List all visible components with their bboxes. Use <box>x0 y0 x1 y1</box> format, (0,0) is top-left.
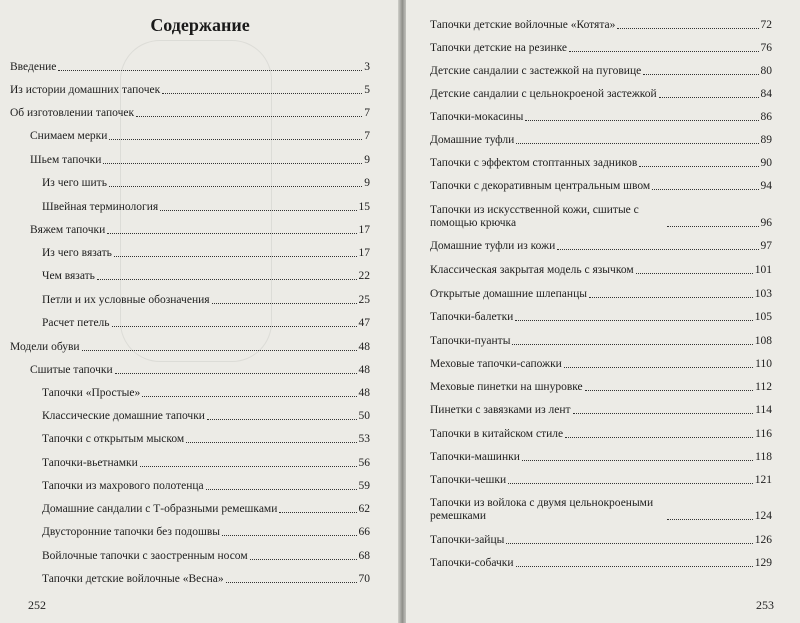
toc-entry-page: 108 <box>754 335 772 347</box>
toc-entry <box>430 451 772 464</box>
toc-leader-dots <box>109 186 362 187</box>
toc-entry <box>42 410 370 423</box>
toc-entry-page: 116 <box>755 428 772 440</box>
toc-entry-page: 22 <box>358 270 370 282</box>
toc-entry-title: Модели обуви <box>10 341 80 353</box>
toc-entry-title: Снимаем мерки <box>30 130 108 142</box>
toc-entry-title: Тапочки-пуанты <box>430 335 511 347</box>
toc-entry <box>430 19 772 32</box>
toc-entry-page: 7 <box>364 107 370 119</box>
toc-entry-title: Меховые пинетки на шнуровке <box>430 381 583 393</box>
toc-entry <box>10 84 370 97</box>
toc-entry <box>42 294 370 307</box>
toc-entry <box>430 428 772 441</box>
toc-entry-page: 103 <box>754 288 772 300</box>
toc-entry-title: Тапочки-мокасины <box>430 111 524 123</box>
toc-leader-dots <box>557 249 758 250</box>
toc-leader-dots <box>160 210 356 211</box>
toc-entry-page: 3 <box>364 61 370 73</box>
toc-entry <box>10 107 370 120</box>
toc-entry-page: 70 <box>358 573 370 585</box>
toc-entry-title: Тапочки из махрового полотенца <box>42 480 204 492</box>
toc-entry <box>430 65 772 78</box>
toc-entry-page: 84 <box>760 88 772 100</box>
toc-leader-dots <box>107 233 356 234</box>
toc-entry-title: Введение <box>10 61 57 73</box>
toc-leader-dots <box>564 367 753 368</box>
toc-entry <box>42 480 370 493</box>
toc-entry-title: Домашние туфли <box>430 134 515 146</box>
toc-entry-page: 110 <box>755 358 772 370</box>
toc-entry-title: Детские сандалии с цельнокроеной застежкой <box>430 88 657 100</box>
toc-entry <box>430 381 772 394</box>
toc-entry <box>10 61 370 74</box>
toc-entry-page: 76 <box>760 42 772 54</box>
toc-entry <box>42 573 370 586</box>
toc-entry-title: Домашние туфли из кожи <box>430 240 556 252</box>
toc-entry-title: Тапочки с декоративным центральным швом <box>430 180 651 192</box>
toc-entry-title: Тапочки «Простые» <box>42 387 141 399</box>
toc-entry <box>430 497 772 523</box>
toc-entry-page: 48 <box>358 364 370 376</box>
toc-entry <box>430 474 772 487</box>
toc-entry-title: Тапочки-зайцы <box>430 534 505 546</box>
toc-entry-page: 50 <box>358 410 370 422</box>
toc-leader-dots <box>636 273 753 274</box>
toc-entry <box>42 457 370 470</box>
toc-entry <box>430 534 772 547</box>
toc-entry <box>42 177 370 190</box>
toc-leader-dots <box>643 74 758 75</box>
toc-entry-title: Расчет петель <box>42 317 110 329</box>
toc-leader-dots <box>617 28 758 29</box>
toc-entry-title: Тапочки детские войлочные «Котята» <box>430 19 616 31</box>
toc-entry-page: 97 <box>760 240 772 252</box>
toc-leader-dots <box>522 460 753 461</box>
toc-entry-title: Чем вязать <box>42 270 95 282</box>
toc-entry-title: Тапочки-вьетнамки <box>42 457 138 469</box>
contents-title: Содержание <box>150 15 250 35</box>
toc-entry-page: 86 <box>760 111 772 123</box>
toc-entry <box>42 550 370 563</box>
toc-entry-title: Из чего вязать <box>42 247 112 259</box>
toc-leader-dots <box>162 93 362 94</box>
toc-leader-dots <box>222 535 357 536</box>
toc-entry-page: 96 <box>760 217 772 229</box>
toc-leader-dots <box>115 373 357 374</box>
toc-leader-dots <box>573 413 754 414</box>
right-page <box>406 0 800 623</box>
toc-entry-page: 114 <box>755 404 772 416</box>
toc-entry <box>430 358 772 371</box>
toc-entry-title: Тапочки-чешки <box>430 474 507 486</box>
toc-entry-page: 72 <box>760 19 772 31</box>
toc-entry <box>430 42 772 55</box>
toc-entry-title: Сшитые тапочки <box>30 364 113 376</box>
toc-entry-title: Вяжем тапочки <box>30 224 106 236</box>
left-page-number: 252 <box>28 598 46 612</box>
toc-entry-page: 7 <box>364 130 370 142</box>
toc-entry <box>430 157 772 170</box>
toc-entry-title: Тапочки детские войлочные «Весна» <box>42 573 224 585</box>
toc-entry <box>42 526 370 539</box>
toc-leader-dots <box>114 256 357 257</box>
toc-entry-page: 62 <box>358 503 370 515</box>
toc-entry <box>430 180 772 193</box>
toc-entry <box>430 111 772 124</box>
toc-leader-dots <box>516 566 753 567</box>
toc-entry <box>430 240 772 253</box>
toc-leader-dots <box>212 303 357 304</box>
toc-leader-dots <box>82 350 357 351</box>
toc-entry-page: 59 <box>358 480 370 492</box>
toc-leader-dots <box>585 390 754 391</box>
toc-entry-page: 118 <box>755 451 772 463</box>
toc-leader-dots <box>103 163 362 164</box>
toc-entry-page: 94 <box>760 180 772 192</box>
toc-entry-title: Тапочки-собачки <box>430 557 514 569</box>
toc-leader-dots <box>279 512 356 513</box>
toc-leader-dots <box>516 143 758 144</box>
toc-entry <box>430 557 772 570</box>
toc-entry-title: Об изготовлении тапочек <box>10 107 135 119</box>
toc-leader-dots <box>589 297 753 298</box>
toc-entry-title: Швейная терминология <box>42 201 159 213</box>
toc-leader-dots <box>97 279 357 280</box>
toc-entry-title: Тапочки детские на резинке <box>430 42 568 54</box>
toc-entry-page: 53 <box>358 433 370 445</box>
toc-entry <box>42 387 370 400</box>
toc-entry-title: Тапочки в китайском стиле <box>430 428 564 440</box>
toc-entry <box>30 154 370 167</box>
toc-leader-dots <box>569 51 758 52</box>
toc-entry-page: 126 <box>754 534 772 546</box>
toc-entry-title: Пинетки с завязками из лент <box>430 404 571 416</box>
toc-leader-dots <box>667 519 753 520</box>
toc-leader-dots <box>142 396 356 397</box>
toc-entry-page: 15 <box>358 201 370 213</box>
toc-entry-page: 105 <box>754 311 772 323</box>
toc-entry-title: Детские сандалии с застежкой на пуговице <box>430 65 642 77</box>
toc-entry-page: 80 <box>760 65 772 77</box>
toc-entry-page: 17 <box>358 224 370 236</box>
toc-entry <box>42 201 370 214</box>
toc-leader-dots <box>512 344 752 345</box>
toc-leader-dots <box>525 120 758 121</box>
toc-entry-page: 17 <box>358 247 370 259</box>
toc-entry <box>430 134 772 147</box>
toc-entry-title: Классическая закрытая модель с язычком <box>430 264 634 276</box>
toc-entry-title: Тапочки с открытым мыском <box>42 433 185 445</box>
toc-entry-page: 25 <box>358 294 370 306</box>
toc-entry-page: 121 <box>754 474 772 486</box>
toc-entry <box>42 503 370 516</box>
toc-entry-page: 124 <box>754 510 772 522</box>
toc-leader-dots <box>652 189 758 190</box>
toc-leader-dots <box>136 116 362 117</box>
toc-leader-dots <box>112 326 357 327</box>
toc-entry-page: 5 <box>364 84 370 96</box>
toc-entry-page: 48 <box>358 341 370 353</box>
toc-leader-dots <box>667 226 759 227</box>
toc-entry-page: 9 <box>364 154 370 166</box>
toc-leader-dots <box>206 489 357 490</box>
toc-entry <box>42 270 370 283</box>
toc-entry-page: 68 <box>358 550 370 562</box>
toc-entry-title: Меховые тапочки-сапожки <box>430 358 562 370</box>
toc-leader-dots <box>109 139 362 140</box>
toc-entry-title: Домашние сандалии с Т-образными ремешками <box>42 503 278 515</box>
toc-entry <box>430 311 772 324</box>
toc-entry <box>42 247 370 260</box>
toc-entry <box>10 341 370 354</box>
toc-entry <box>430 335 772 348</box>
toc-entry-title: Тапочки из искусственной кожи, сшитые с помощью крючка <box>430 204 639 229</box>
toc-entry-page: 112 <box>755 381 772 393</box>
toc-entry-title: Тапочки-балетки <box>430 311 514 323</box>
toc-entry-title: Классические домашние тапочки <box>42 410 205 422</box>
toc-leader-dots <box>508 483 753 484</box>
toc-leader-dots <box>565 437 753 438</box>
toc-entry <box>430 404 772 417</box>
toc-entry-page: 9 <box>364 177 370 189</box>
toc-entry-page: 47 <box>358 317 370 329</box>
toc-entry-page: 48 <box>358 387 370 399</box>
toc-entry-title: Из истории домашних тапочек <box>10 84 161 96</box>
toc-entry-title: Тапочки с эффектом стоптанных задников <box>430 157 638 169</box>
right-page-number: 253 <box>756 598 774 612</box>
toc-entry-title: Тапочки-машинки <box>430 451 520 463</box>
toc-entry-title: Двусторонние тапочки без подошвы <box>42 526 220 538</box>
toc-leader-dots <box>207 419 357 420</box>
toc-entry <box>42 317 370 330</box>
toc-entry <box>42 433 370 446</box>
toc-entry-page: 90 <box>760 157 772 169</box>
toc-entry-title: Из чего шить <box>42 177 107 189</box>
toc-entry <box>30 130 370 143</box>
toc-leader-dots <box>58 70 362 71</box>
toc-entry-title: Открытые домашние шлепанцы <box>430 288 587 300</box>
toc-entry <box>430 204 772 230</box>
toc-entry-page: 56 <box>358 457 370 469</box>
toc-entry <box>30 364 370 377</box>
toc-entry <box>430 288 772 301</box>
toc-leader-dots <box>659 97 759 98</box>
toc-entry-title: Тапочки из войлока с двумя цельнокроеными ремешками <box>430 497 654 522</box>
toc-leader-dots <box>639 166 758 167</box>
toc-entry <box>430 264 772 277</box>
toc-entry-title: Петли и их условные обозначения <box>42 294 210 306</box>
toc-entry <box>430 88 772 101</box>
toc-leader-dots <box>226 582 357 583</box>
toc-entry <box>30 224 370 237</box>
toc-entry-page: 66 <box>358 526 370 538</box>
toc-leader-dots <box>515 320 752 321</box>
toc-leader-dots <box>140 466 357 467</box>
toc-entry-title: Войлочные тапочки с заостренным носом <box>42 550 248 562</box>
toc-entry-page: 129 <box>754 557 772 569</box>
toc-entry-title: Шьем тапочки <box>30 154 102 166</box>
toc-leader-dots <box>506 543 752 544</box>
toc-entry-page: 101 <box>754 264 772 276</box>
toc-leader-dots <box>186 442 356 443</box>
toc-leader-dots <box>250 559 357 560</box>
toc-entry-page: 89 <box>760 134 772 146</box>
